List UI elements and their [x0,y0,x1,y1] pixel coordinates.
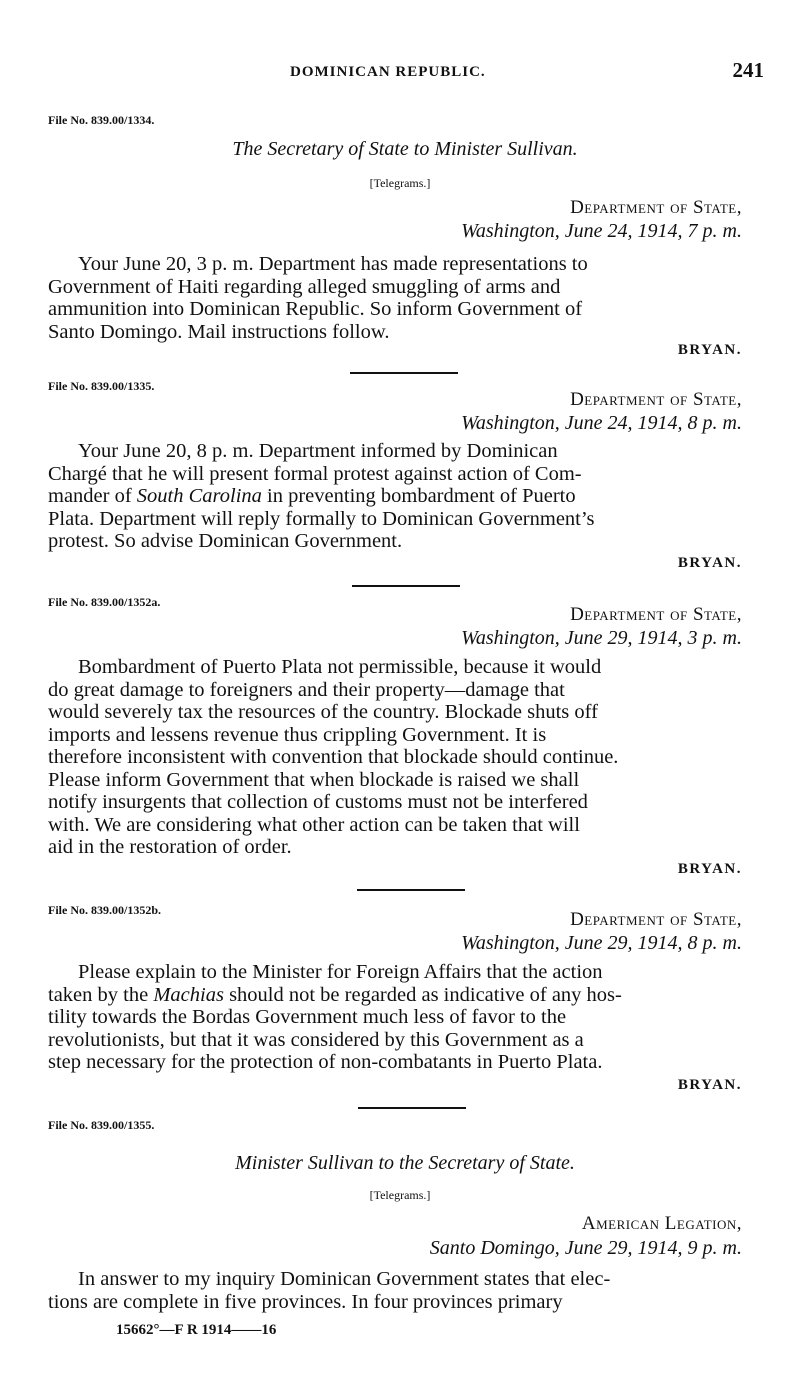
sender-department: Department of State, [570,604,742,625]
body-line: Plata. Department will reply formally to Dominican Government’s [48,507,595,530]
body-line: Please inform Government that when blockade is raised we shall [48,768,580,791]
body-line: Government of Haiti regarding alleged smuggling of arms and [48,275,561,298]
message-body [48,656,768,859]
body-line: notify insurgents that collection of customs must not be interfered [48,791,588,813]
body-line: revolutionists, but that it was considered by this Government as a [48,1028,584,1051]
file-number: File No. 839.00/1334. [48,113,155,127]
ship-name: Machias [153,983,224,1006]
divider-rule [358,1107,466,1109]
sender-department: American Legation, [581,1213,742,1234]
place-date: Washington, June 29, 1914, 8 p. m. [461,932,742,954]
file-number: File No. 839.00/1352b. [48,903,161,917]
telegrams-note: [Telegrams.] [369,1188,431,1202]
message-body [48,253,768,343]
body-line: therefore inconsistent with convention that blockade should continue. [48,746,619,768]
body-line: do great damage to foreigners and their property—damage that [48,678,565,701]
document-heading: Minister Sullivan to the Secretary of State. [235,1152,575,1174]
body-line: imports and lessens revenue thus crippling Government. It is [48,723,547,746]
sender-department: Department of State, [570,389,742,410]
divider-rule [350,372,458,374]
body-line: Santo Domingo. Mail instructions follow. [48,320,390,343]
file-number: File No. 839.00/1352a. [48,595,161,609]
body-line: step necessary for the protection of non-combatants in Puerto Plata. [48,1051,603,1073]
running-title: DOMINICAN REPUBLIC. [290,64,486,80]
body-line: tions are complete in five provinces. In four provinces primary [48,1290,563,1313]
body-line: protest. So advise Dominican Government. [48,530,403,552]
body-line: Bombardment of Puerto Plata not permissible, because it would [78,656,602,678]
sender-department: Department of State, [570,197,742,218]
document-heading: The Secretary of State to Minister Sullivan. [232,138,578,160]
file-number: File No. 839.00/1355. [48,1118,155,1132]
message-body [48,961,768,1074]
page-number: 241 [732,58,764,82]
body-line: In answer to my inquiry Dominican Government states that elec- [78,1268,611,1290]
body-line: would severely tax the resources of the country. Blockade shuts off [48,701,598,723]
printer-signature-mark: 15662°—F R 1914——16 [116,1322,277,1338]
telegrams-note: [Telegrams.] [369,176,431,190]
message-body [48,440,768,553]
ship-name: South Carolina [136,485,262,507]
body-line: taken by the Machias should not be regarded as indicative of any hos- [48,983,622,1006]
body-line: Please explain to the Minister for Foreign Affairs that the action [78,961,603,983]
body-line: with. We are considering what other action can be taken that will [48,813,580,836]
signature: BRYAN. [677,1077,742,1093]
body-line: ammunition into Dominican Republic. So inform Government of [48,298,583,320]
body-line: Chargé that he will present formal protest against action of Com- [48,462,582,485]
signature: BRYAN. [677,342,742,358]
body-line: mander of South Carolina in preventing bombardment of Puerto [48,485,576,507]
place-date: Washington, June 24, 1914, 7 p. m. [461,220,742,242]
body-line: Your June 20, 3 p. m. Department has made representations to [78,253,588,275]
place-date: Washington, June 24, 1914, 8 p. m. [461,412,742,434]
body-line: tility towards the Bordas Government much less of favor to the [48,1006,567,1028]
running-head [0,58,800,86]
place-date: Santo Domingo, June 29, 1914, 9 p. m. [429,1237,742,1259]
signature: BRYAN. [677,555,742,571]
divider-rule [357,889,465,891]
file-number: File No. 839.00/1335. [48,379,155,393]
signature: BRYAN. [677,861,742,877]
sender-department: Department of State, [570,909,742,930]
message-body [48,1268,768,1313]
divider-rule [352,585,460,587]
body-line: Your June 20, 8 p. m. Department informed by Dominican [78,440,558,462]
body-line: aid in the restoration of order. [48,836,292,858]
place-date: Washington, June 29, 1914, 3 p. m. [461,627,742,649]
